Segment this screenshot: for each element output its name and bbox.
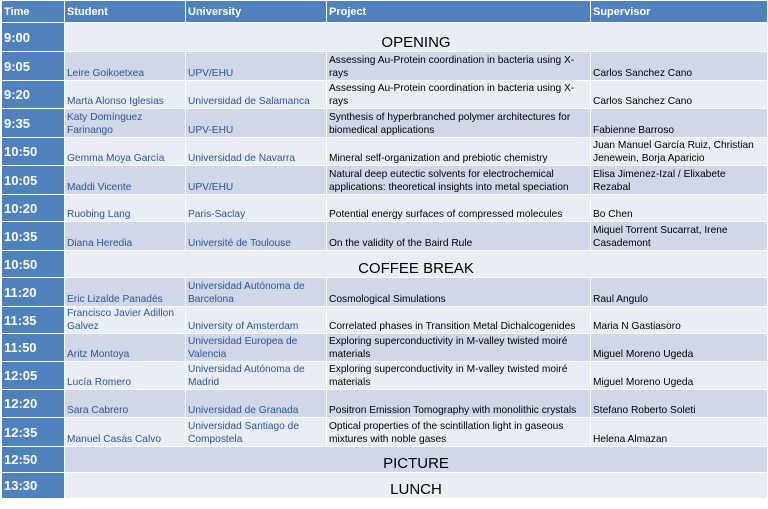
supervisor-cell: Helena Almazan: [591, 418, 768, 447]
time-cell: 11:35: [2, 307, 65, 334]
university-cell: Universidad Autónoma de Barcelona: [186, 278, 327, 307]
time-cell: 12:50: [2, 447, 65, 473]
header-university: University: [186, 1, 327, 23]
project-cell: Positron Emission Tomography with monolithic crystals: [327, 390, 591, 418]
university-cell: Université de Toulouse: [186, 222, 327, 251]
student-cell: Gemma Moya García: [65, 138, 186, 166]
time-cell: 12:20: [2, 390, 65, 418]
header-supervisor: Supervisor: [591, 1, 768, 23]
student-cell: Eric Lizalde Panadés: [65, 278, 186, 307]
project-cell: Assessing Au-Protein coordination in bacteria using X-rays: [327, 52, 591, 81]
project-cell: Optical properties of the scintillation light in gaseous mixtures with noble gases: [327, 418, 591, 447]
project-cell: Assessing Au-Protein coordination in bacteria using X-rays: [327, 81, 591, 109]
table-row: [2, 109, 768, 138]
student-cell: Leire Goikoetxea: [65, 52, 186, 81]
project-cell: Mineral self-organization and prebiotic chemistry: [327, 138, 591, 166]
time-cell: 13:30: [2, 473, 65, 499]
university-cell: Universidad de Granada: [186, 390, 327, 418]
university-cell: UPV-EHU: [186, 109, 327, 138]
time-cell: 9:35: [2, 109, 65, 138]
project-cell: Synthesis of hyperbranched polymer architectures for biomedical applications: [327, 109, 591, 138]
student-cell: Diana Heredia: [65, 222, 186, 251]
schedule-table: [1, 0, 768, 499]
time-cell: 9:05: [2, 52, 65, 81]
student-cell: Francisco Javier Adillon Galvez: [65, 307, 186, 334]
supervisor-cell: Miquel Torrent Sucarrat, Irene Casademont: [591, 222, 768, 251]
time-cell: 9:00: [2, 23, 65, 52]
table-row: [2, 195, 768, 222]
time-cell: 10:35: [2, 222, 65, 251]
header-row: [2, 1, 768, 23]
header-time: Time: [2, 1, 65, 23]
university-cell: Universidad de Salamanca: [186, 81, 327, 109]
student-cell: Aritz Montoya: [65, 334, 186, 362]
university-cell: University of Amsterdam: [186, 307, 327, 334]
table-row: [2, 418, 768, 447]
time-cell: 11:50: [2, 334, 65, 362]
time-cell: 12:35: [2, 418, 65, 447]
student-cell: Marta Alonso Iglesias: [65, 81, 186, 109]
supervisor-cell: Miguel Moreno Ugeda: [591, 362, 768, 390]
university-cell: UPV/EHU: [186, 52, 327, 81]
student-cell: Sara Cabrero: [65, 390, 186, 418]
event-cell: PICTURE: [65, 447, 768, 473]
student-cell: Maddi Vicente: [65, 166, 186, 195]
supervisor-cell: Carlos Sanchez Cano: [591, 81, 768, 109]
supervisor-cell: Fabienne Barroso: [591, 109, 768, 138]
supervisor-cell: Maria N Gastiasoro: [591, 307, 768, 334]
table-row: [2, 166, 768, 195]
project-cell: Potential energy surfaces of compressed molecules: [327, 195, 591, 222]
table-row-picture: [2, 447, 768, 473]
university-cell: Universidad de Navarra: [186, 138, 327, 166]
time-cell: 10:20: [2, 195, 65, 222]
university-cell: Universidad Autónoma de Madrid: [186, 362, 327, 390]
time-cell: 10:50: [2, 138, 65, 166]
table-row: [2, 307, 768, 334]
header-project: Project: [327, 1, 591, 23]
supervisor-cell: Juan Manuel García Ruiz, Christian Jenewein, Borja Aparicio: [591, 138, 768, 166]
table-row: [2, 138, 768, 166]
supervisor-cell: Raul Angulo: [591, 278, 768, 307]
table-row: [2, 52, 768, 81]
event-cell: OPENING: [65, 23, 768, 52]
time-cell: 10:05: [2, 166, 65, 195]
table-row-coffee-break: [2, 251, 768, 278]
header-student: Student: [65, 1, 186, 23]
supervisor-cell: Stefano Roberto Soleti: [591, 390, 768, 418]
project-cell: Natural deep eutectic solvents for electrochemical applications: theoretical insights into metal speciation: [327, 166, 591, 195]
time-cell: 9:20: [2, 81, 65, 109]
university-cell: Universidad Europea de Valencia: [186, 334, 327, 362]
project-cell: Exploring superconductivity in M-valley twisted moiré materials: [327, 362, 591, 390]
project-cell: Exploring superconductivity in M-valley twisted moiré materials: [327, 334, 591, 362]
table-row: [2, 222, 768, 251]
table-row: [2, 334, 768, 362]
student-cell: Katy Domínguez Farinango: [65, 109, 186, 138]
supervisor-cell: Carlos Sanchez Cano: [591, 52, 768, 81]
supervisor-cell: Miguel Moreno Ugeda: [591, 334, 768, 362]
student-cell: Ruobing Lang: [65, 195, 186, 222]
university-cell: Universidad Santiago de Compostela: [186, 418, 327, 447]
university-cell: Paris-Saclay: [186, 195, 327, 222]
event-cell: LUNCH: [65, 473, 768, 499]
event-cell: COFFEE BREAK: [65, 251, 768, 278]
time-cell: 10:50: [2, 251, 65, 278]
student-cell: Lucía Romero: [65, 362, 186, 390]
project-cell: Correlated phases in Transition Metal Dichalcogenides: [327, 307, 591, 334]
time-cell: 11:20: [2, 278, 65, 307]
student-cell: Manuel Casás Calvo: [65, 418, 186, 447]
project-cell: Cosmological Simulations: [327, 278, 591, 307]
project-cell: On the validity of the Baird Rule: [327, 222, 591, 251]
supervisor-cell: Bo Chen: [591, 195, 768, 222]
table-row: [2, 390, 768, 418]
time-cell: 12:05: [2, 362, 65, 390]
supervisor-cell: Elisa Jimenez-Izal / Elixabete Rezabal: [591, 166, 768, 195]
table-row: [2, 278, 768, 307]
table-row-lunch: [2, 473, 768, 499]
table-row: [2, 362, 768, 390]
table-row: [2, 81, 768, 109]
table-row-opening: [2, 23, 768, 52]
university-cell: UPV/EHU: [186, 166, 327, 195]
